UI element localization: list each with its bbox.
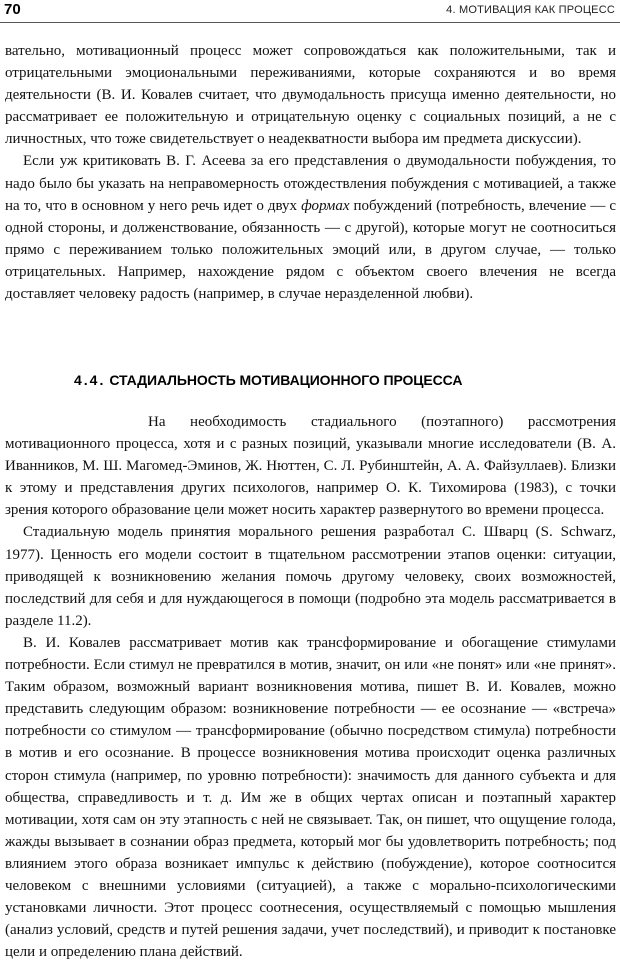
paragraph-text: побуждений (потребность, влечение — с одной стороны, и долженствование, обязанность — с другой), которые могут не соотноситься прямо с переживанием только положительных эмоций или, в другом случае, — только отрицательных. Например, нахождение рядом с объектом своего влечения не всегда доставляет человеку радость (например, в случае неразделенной любви). xyxy=(5,197,616,303)
text-block-top xyxy=(5,40,616,305)
section-title: СТАДИАЛЬНОСТЬ МОТИВАЦИОННОГО ПРОЦЕССА xyxy=(109,372,463,388)
section-number: 4.4. xyxy=(74,372,106,388)
running-head: 4. МОТИВАЦИЯ КАК ПРОЦЕСС xyxy=(446,4,615,16)
header-rule xyxy=(0,22,620,23)
emphasis-text: формах xyxy=(301,197,350,214)
section-heading xyxy=(74,372,462,388)
page-number: 70 xyxy=(4,1,21,18)
paragraph: вательно, мотивационный процесс может сопровождаться как положительными, так и отрицательными эмоциональными переживаниями, которые сохраняются и во время деятельности (В. И. Ковалев считает, что двумодальность присуща именно деятельности, но рассматривает ее положительную и отрицательную оценку с социальных позиций, а не с личностных, что тоже свидетельствует о неадекватности выбора им предмета дискуссии). xyxy=(5,43,616,148)
paragraph-text: Если уж критиковать В. Г. Асеева за его представления о двумодальности побуждения, то надо было бы указать на неправомерность отождествления побуждения с мотивацией, а также на то, что в основном у него речь идет о двух xyxy=(5,153,616,214)
paragraph: Стадиальную модель принятия морального решения разработал С. Шварц (S. Schwarz, 1977). Ценность его модели состоит в тщательном рассмотрении этапов оценки: ситуации, приводящей к возникновению желания помочь другому человеку, своих возможностей, последствий для себя и для нуждающегося в помощи (подробно эта модель рассматривается в разделе 11.2). xyxy=(5,524,616,629)
paragraph xyxy=(5,150,616,305)
paragraph: В. И. Ковалев рассматривает мотив как трансформирование и обогащение стимулами потребности. Если стимул не превратился в мотив, значит, он или «не понят» или «не принят». Таким образом, возможный вариант возникновения мотива, пишет В. И. Ковалев, можно представить следующим образом: возникновение потребности — ее осознание — «встреча» потребности со стимулом — трансформирование (обычно посредством стимула) потребности в мотив и его осознание. В процессе возникновения мотива происходит оценка различных сторон стимула (например, по уровню потребности): значимость для данного субъекта и для общества, справедливость и т. д. Им же в общих чертах описан и поэтапный характер мотивации, хотя сам он эту этапность с ней не связывает. Так, он пишет, что ощущение голода, жажды вызывает в сознании образ предмета, который мог бы удовлетворить потребность; под влиянием этого образа возникает импульс к действию (побуждение), которое соотносится человеком с внешними условиями (ситуацией), а также с морально-психологическими установками личности. Этот процесс соотнесения, осуществляемый с помощью мышления (анализ условий, средств и путей решения задачи, учет последствий), и приводит к постановке цели и определению плана действий. xyxy=(5,634,616,961)
text-block-bottom xyxy=(5,411,616,963)
paragraph: На необходимость стадиального (поэтапного) рассмотрения мотивационного процесса, хотя и с разных позиций, указывали многие исследователи (В. А. Иванников, М. Ш. Магомед-Эминов, Ж. Нюттен, С. Л. Рубинштейн, А. А. Файзуллаев). Близки к этому и представления других психологов, например О. К. Тихомирова (1983), с точки зрения которого образование цели может носить характер развернутого во времени процесса. xyxy=(5,414,616,519)
